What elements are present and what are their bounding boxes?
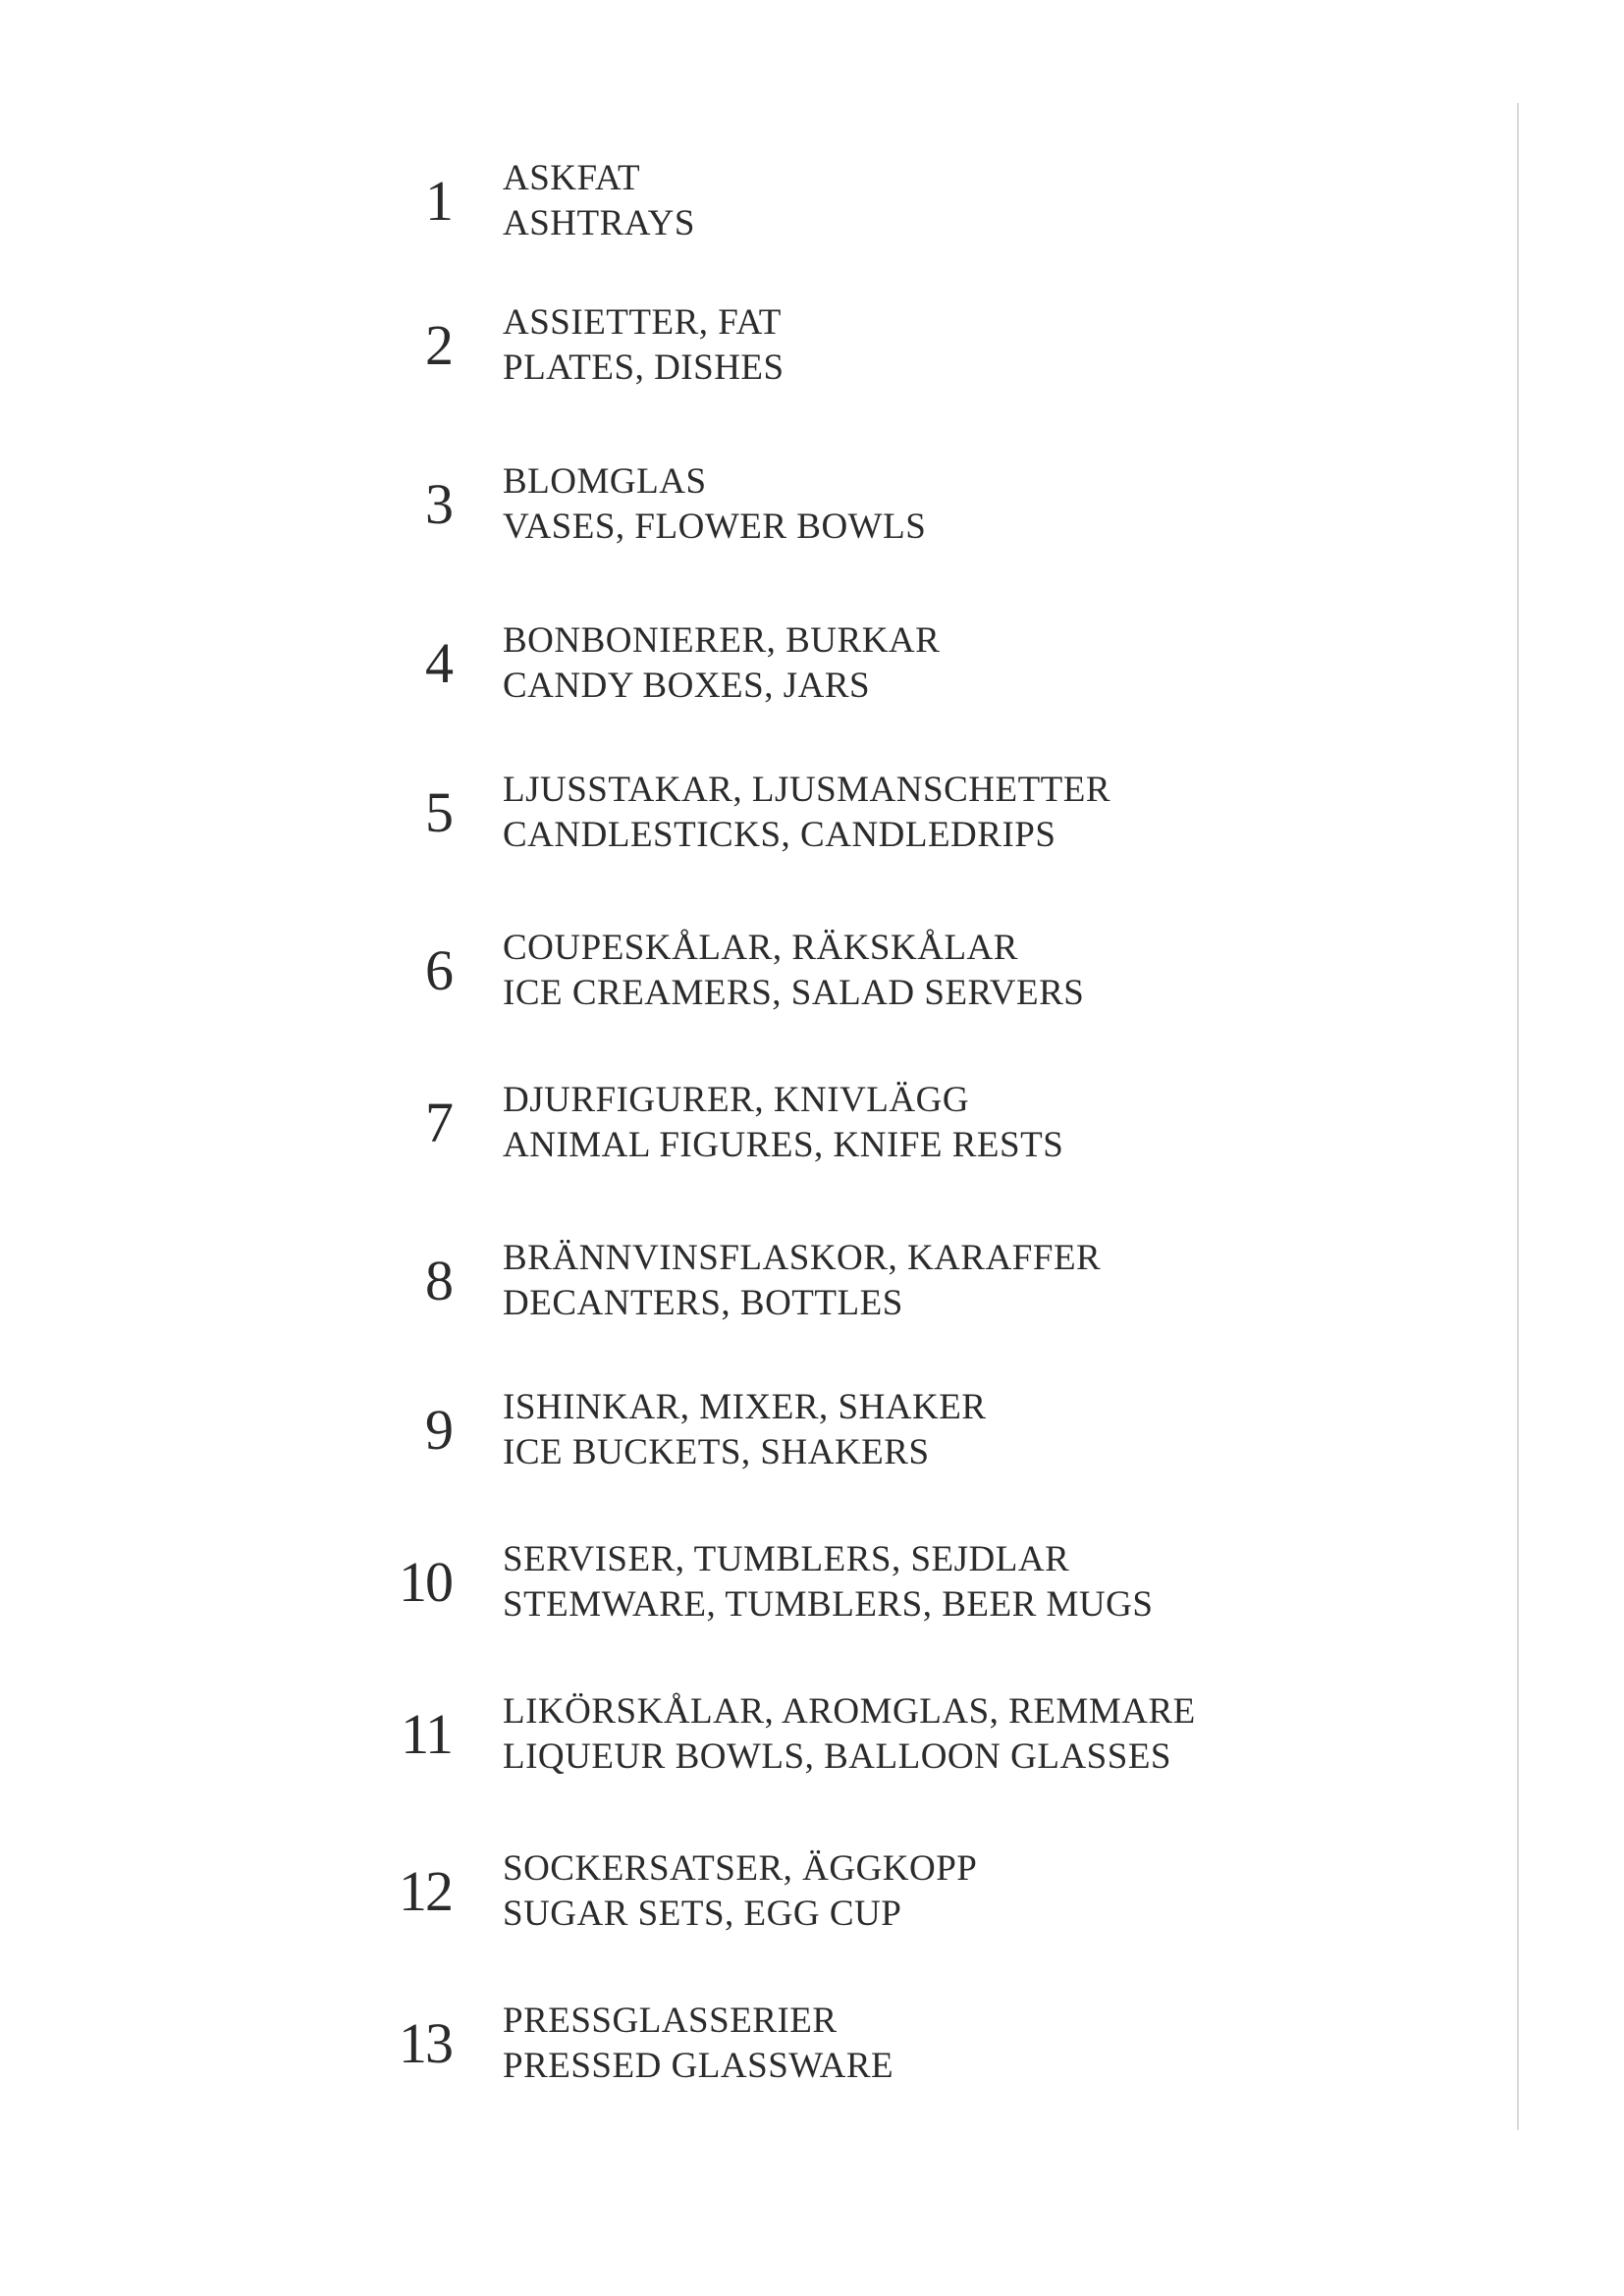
entry-swedish-label: BLOMGLAS [503, 461, 707, 502]
entry-number: 4 [425, 631, 452, 695]
entry-text [503, 618, 1347, 709]
entry-english-label: CANDLESTICKS, CANDLEDRIPS [503, 815, 1056, 855]
entry-number: 1 [425, 169, 452, 233]
entry-english-label: STEMWARE, TUMBLERS, BEER MUGS [503, 1584, 1154, 1625]
entry-swedish-label: ASSIETTER, FAT [503, 302, 782, 343]
entry-swedish-label: BRÄNNVINSFLASKOR, KARAFFER [503, 1238, 1102, 1278]
entry-swedish-label: SOCKERSATSER, ÄGGKOPP [503, 1848, 978, 1889]
entry-english-label: PLATES, DISHES [503, 347, 785, 388]
index-entry [0, 287, 1375, 395]
entry-swedish-label: LJUSSTAKAR, LJUSMANSCHETTER [503, 770, 1111, 810]
entry-text [503, 1236, 1347, 1326]
entry-number: 13 [399, 2011, 452, 2075]
entry-english-label: ICE CREAMERS, SALAD SERVERS [503, 973, 1085, 1013]
entry-swedish-label: BONBONIERER, BURKAR [503, 620, 941, 661]
index-entry [0, 1833, 1375, 1941]
entry-text [503, 926, 1347, 1016]
entry-text [503, 459, 1347, 550]
index-entry [0, 1222, 1375, 1330]
entry-text [503, 1385, 1347, 1475]
entry-english-label: ASHTRAYS [503, 203, 695, 243]
entry-english-label: ICE BUCKETS, SHAKERS [503, 1432, 930, 1472]
index-entry [0, 1676, 1375, 1784]
entry-english-label: ANIMAL FIGURES, KNIFE RESTS [503, 1125, 1064, 1165]
entry-english-label: PRESSED GLASSWARE [503, 2046, 894, 2086]
entry-text [503, 1846, 1347, 1937]
entry-number: 7 [425, 1091, 452, 1154]
entry-swedish-label: COUPESKÅLAR, RÄKSKÅLAR [503, 928, 1018, 968]
entry-english-label: SUGAR SETS, EGG CUP [503, 1894, 902, 1934]
entry-english-label: CANDY BOXES, JARS [503, 666, 871, 706]
entry-english-label: VASES, FLOWER BOWLS [503, 507, 927, 547]
entry-text [503, 1078, 1347, 1168]
index-entry [0, 605, 1375, 713]
index-entry [0, 1523, 1375, 1631]
index-entry [0, 754, 1375, 862]
entry-number: 2 [425, 313, 452, 377]
entry-number: 3 [425, 472, 452, 536]
entry-number: 5 [425, 780, 452, 844]
entry-text [503, 1999, 1347, 2089]
index-entry [0, 1064, 1375, 1172]
entry-english-label: LIQUEUR BOWLS, BALLOON GLASSES [503, 1736, 1171, 1777]
entry-number: 11 [401, 1702, 452, 1766]
entry-swedish-label: SERVISER, TUMBLERS, SEJDLAR [503, 1539, 1070, 1579]
entry-swedish-label: ASKFAT [503, 158, 641, 198]
entry-text [503, 156, 1347, 246]
entry-swedish-label: DJURFIGURER, KNIVLÄGG [503, 1080, 970, 1120]
entry-text [503, 1689, 1347, 1780]
index-entry [0, 912, 1375, 1020]
entry-swedish-label: ISHINKAR, MIXER, SHAKER [503, 1387, 987, 1427]
entry-number: 10 [399, 1550, 452, 1614]
entry-swedish-label: PRESSGLASSERIER [503, 2001, 838, 2041]
index-entry [0, 142, 1375, 250]
entry-text [503, 1537, 1347, 1628]
index-entry [0, 1371, 1375, 1479]
entry-text [503, 300, 1347, 391]
index-entry [0, 1985, 1375, 2093]
entry-english-label: DECANTERS, BOTTLES [503, 1283, 903, 1323]
entry-text [503, 768, 1347, 858]
index-entry [0, 446, 1375, 554]
entry-number: 6 [425, 938, 452, 1002]
entry-number: 8 [425, 1249, 452, 1312]
entry-number: 9 [425, 1398, 452, 1462]
entry-number: 12 [399, 1859, 452, 1923]
entry-swedish-label: LIKÖRSKÅLAR, AROMGLAS, REMMARE [503, 1691, 1196, 1732]
